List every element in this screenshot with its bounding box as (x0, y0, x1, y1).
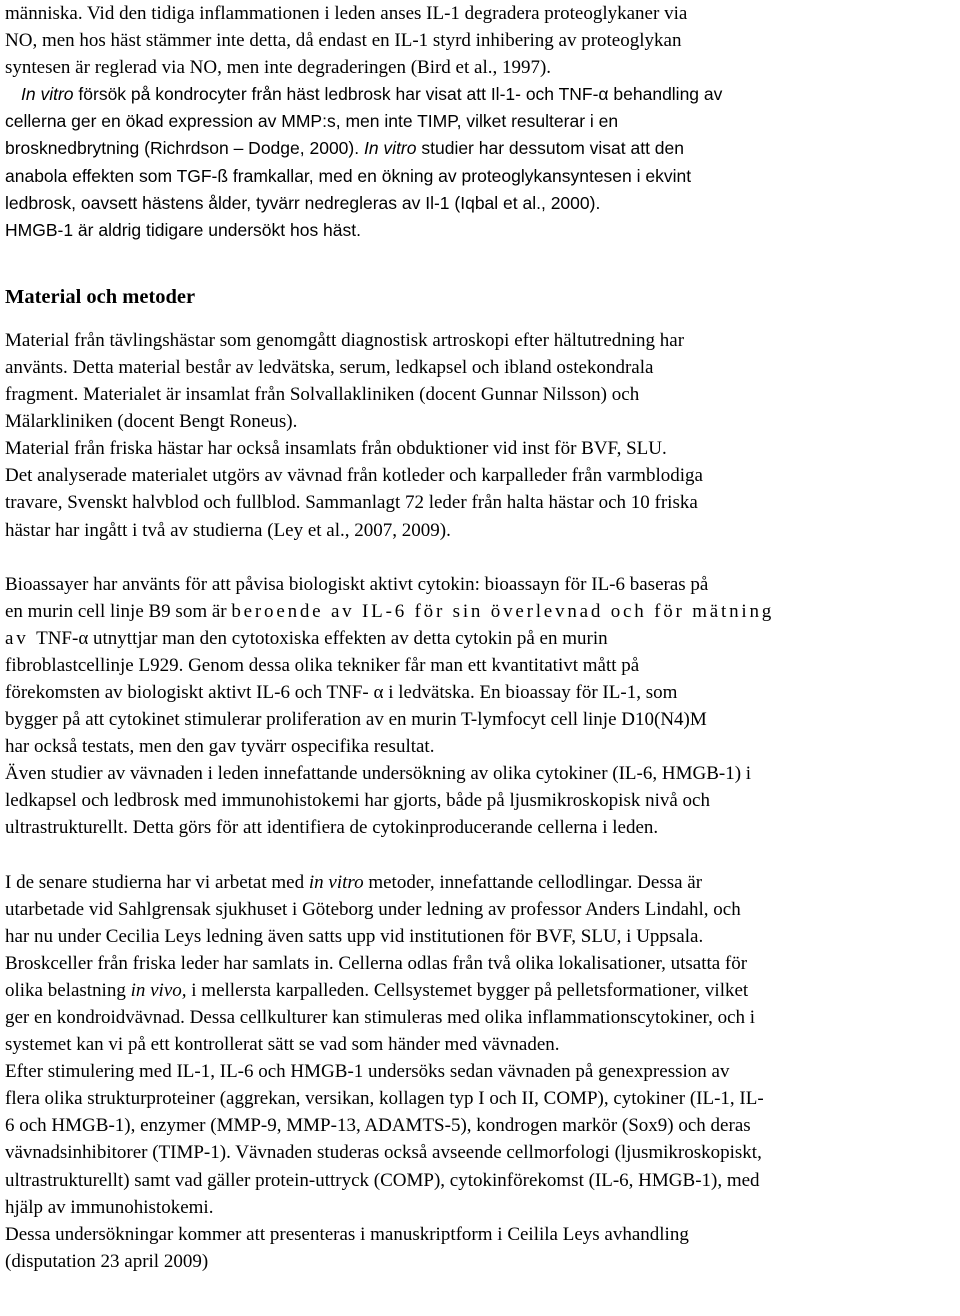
text-line: ledkapsel och ledbrosk med immunohistokemi har gjorts, både på ljusmikroskopisk nivå och (5, 790, 710, 812)
text-line: vävnadsinhibitorer (TIMP-1). Vävnaden studeras också avseende cellmorfologi (ljusmikroskopiskt, (5, 1142, 762, 1164)
text-line: Dessa undersökningar kommer att presenteras i manuskriptform i Ceilila Leys avhandling (5, 1223, 689, 1245)
text-line: flera olika strukturproteiner (aggrekan, versikan, kollagen typ I och II, COMP), cytokiner (IL-1, IL- (5, 1088, 764, 1110)
text-line: anabola effekten som TGF-ß framkallar, med en ökning av proteoglykansyntesen i ekvint (5, 165, 692, 186)
italic-term: In vitro (363, 138, 417, 159)
paragraph-material (5, 327, 957, 544)
italic-term: in vitro (308, 871, 364, 893)
italic-term: in vivo, (130, 979, 187, 1001)
text-run: I de senare studierna har vi arbetat med (5, 871, 309, 893)
text-line (5, 598, 957, 625)
text-line: har nu under Cecilia Leys ledning även satts upp vid institutionen för BVF, SLU, i Uppsala. (5, 925, 704, 947)
text-line: systemet kan vi på ett kontrollerat sätt se vad som händer med vävnaden. (5, 1034, 560, 1056)
text-line: Bioassayer har använts för att påvisa biologiskt aktivt cytokin: bioassayn för IL-6 baseras på (5, 573, 709, 595)
text-line: Material från tävlingshästar som genomgått diagnostisk artroskopi efter hältutredning har (5, 329, 685, 351)
text-line (5, 81, 957, 108)
text-line: bygger på att cytokinet stimulerar proliferation av en murin T-lymfocyt cell linje D10(N4)M (5, 709, 707, 731)
paragraph-bioassay (5, 571, 957, 842)
paragraph-studies (5, 869, 957, 1275)
text-line: (disputation 23 april 2009) (5, 1250, 209, 1272)
paragraph-in-vitro (5, 81, 957, 244)
document-page (5, 0, 957, 1275)
text-line: 6 och HMGB-1), enzymer (MMP-9, MMP-13, ADAMTS-5), kondrogen markör (Sox9) och deras (5, 1115, 751, 1137)
text-line (5, 869, 957, 896)
text-run: TNF-α utnyttjar man den cytotoxiska effekten av detta cytokin på en murin (36, 627, 608, 649)
spaced-text-run: beroende av IL-6 för sin överlevnad och för mätning (231, 600, 775, 622)
text-line: HMGB-1 är aldrig tidigare undersökt hos häst. (5, 219, 361, 240)
paragraph-intro (5, 0, 957, 81)
text-line: Efter stimulering med IL-1, IL-6 och HMGB-1 undersöks sedan vävnaden på genexpression av (5, 1061, 730, 1083)
text-run: studier har dessutom visat att den (416, 138, 684, 159)
text-line: NO, men hos häst stämmer inte detta, då endast en IL-1 styrd inhibering av proteoglykan (5, 30, 682, 52)
text-line: ultrastrukturellt) samt vad gäller protein-uttryck (COMP), cytokinförekomst (IL-6, HMGB-1), med (5, 1169, 760, 1191)
text-line: Det analyserade materialet utgörs av vävnad från kotleder och karpalleder från varmblodiga (5, 465, 703, 487)
text-line: ger en kondroidvävnad. Dessa cellkulturer kan stimuleras med olika inflammationscytokiner, och i (5, 1007, 756, 1028)
text-run: metoder, innefattande cellodlingar. Dessa är (363, 871, 703, 893)
text-line: Även studier av vävnaden i leden innefattande undersökning av olika cytokiner (IL-6, HMGB-1) i (5, 763, 752, 785)
spaced-text-run: av (5, 627, 37, 649)
text-line: fibroblastcellinje L929. Genom dessa olika tekniker får man ett kvantitativt mått på (5, 654, 640, 676)
text-run: försök på kondrocyter från häst ledbrosk har visat att Il-1- och TNF-α behandling av (73, 84, 723, 105)
text-line: Broskceller från friska leder har samlats in. Cellerna odlas från två olika lokalisationer, utsatta för (5, 952, 748, 974)
text-line (5, 135, 957, 162)
text-run: brosknedbrytning (Richrdson – Dodge, 2000). (5, 138, 364, 159)
text-line (5, 977, 957, 1004)
italic-term: In vitro (21, 84, 74, 105)
text-line: fragment. Materialet är insamlat från Solvallakliniken (docent Gunnar Nilsson) och (5, 384, 640, 406)
text-line: ultrastrukturellt. Detta görs för att identifiera de cytokinproducerande cellerna i leden. (5, 817, 659, 839)
text-run: en murin cell linje B9 som är (5, 600, 232, 622)
section-heading: Material och metoder (5, 285, 196, 308)
text-line: travare, Svenskt halvblod och fullblod. Sammanlagt 72 leder från halta hästar och 10 friska (5, 492, 698, 514)
text-line: Material från friska hästar har också insamlats från obduktioner vid inst för BVF, SLU. (5, 438, 667, 460)
text-run: olika belastning (5, 979, 131, 1001)
text-line: förekomsten av biologiskt aktivt IL-6 och TNF- α i ledvätska. En bioassay för IL-1, som (5, 681, 678, 703)
text-line: människa. Vid den tidiga inflammationen i leden anses IL-1 degradera proteoglykaner via (5, 3, 688, 24)
text-line: utarbetade vid Sahlgrensak sjukhuset i Göteborg under ledning av professor Anders Lindahl, och (5, 898, 741, 920)
text-run: i mellersta karpalleden. Cellsystemet bygger på pelletsformationer, vilket (186, 979, 749, 1001)
text-line: har också testats, men den gav tyvärr ospecifika resultat. (5, 736, 435, 758)
text-line: syntesen är reglerad via NO, men inte degraderingen (Bird et al., 1997). (5, 57, 552, 79)
text-line: hästar har ingått i två av studierna (Ley et al., 2007, 2009). (5, 519, 451, 541)
text-line: Mälarkliniken (docent Bengt Roneus). (5, 411, 298, 433)
text-line: cellerna ger en ökad expression av MMP:s, men inte TIMP, vilket resulterar i en (5, 111, 619, 132)
text-line (5, 625, 957, 652)
text-line: använts. Detta material består av ledvätska, serum, ledkapsel och ibland ostekondrala (5, 356, 654, 378)
text-line: hjälp av immunohistokemi. (5, 1196, 214, 1218)
text-line: ledbrosk, oavsett hästens ålder, tyvärr nedregleras av Il-1 (Iqbal et al., 2000). (5, 192, 601, 213)
